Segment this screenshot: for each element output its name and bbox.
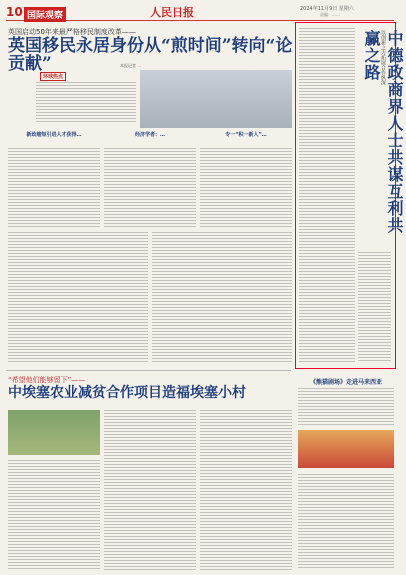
top-story-body-col-1b (8, 232, 148, 364)
bottom-left-body-col-1 (8, 460, 100, 570)
side-story-headline: 中德政商界人士共谋互利共赢之路 (362, 30, 404, 234)
top-story-tag: 环球热点 (40, 72, 66, 81)
dateline: 2024年11月9日 星期六 (300, 6, 354, 12)
top-story-body-col-1a (8, 148, 100, 228)
top-story-byline: 本报记者 … (120, 63, 142, 68)
bottom-left-kicker: “希望他们能够留下”—— (8, 376, 86, 384)
masthead: 人民日报 (150, 6, 194, 19)
top-story-subhead-1: 新政缩短引进人才获得… (26, 132, 82, 138)
bottom-right-body-b (298, 474, 394, 570)
top-story-kicker: 英国启动50年来最严格移民制度改革—— (8, 28, 136, 36)
top-story-subhead-2: 经济学者：… (134, 132, 165, 138)
bottom-left-photo (8, 410, 100, 455)
section-label: 国际观察 (24, 7, 66, 22)
bottom-right-headline: 《熊猫剧场》走进马来西亚 (309, 379, 382, 386)
bottom-left-body-col-3 (200, 410, 292, 570)
side-story-body-col-2 (358, 252, 391, 362)
bottom-left-body-col-2 (104, 410, 196, 570)
top-story-body-col-2a (104, 148, 196, 228)
editors-line: 责编：…… (320, 12, 340, 17)
side-story-body-col-1 (299, 28, 355, 363)
top-story-body-col-2b (152, 232, 292, 364)
top-story-headline: 英国移民永居身份从“煎时间”转向“论贡献” (8, 36, 293, 74)
bottom-left-headline: 中埃塞农业减贫合作项目造福埃塞小村 (8, 385, 246, 401)
top-story-photo (140, 70, 292, 128)
page-number: 10 (6, 5, 23, 19)
bottom-right-body-a (298, 388, 394, 426)
top-story-summary (36, 82, 136, 124)
top-story-subhead-3: 专一“积一新人”… (225, 132, 267, 138)
top-story-body-col-3a (200, 148, 292, 228)
side-story-subtitle: 以创新之力拓展合作纵深 (380, 30, 386, 85)
bottom-right-photo (298, 430, 394, 468)
divider (6, 370, 291, 371)
